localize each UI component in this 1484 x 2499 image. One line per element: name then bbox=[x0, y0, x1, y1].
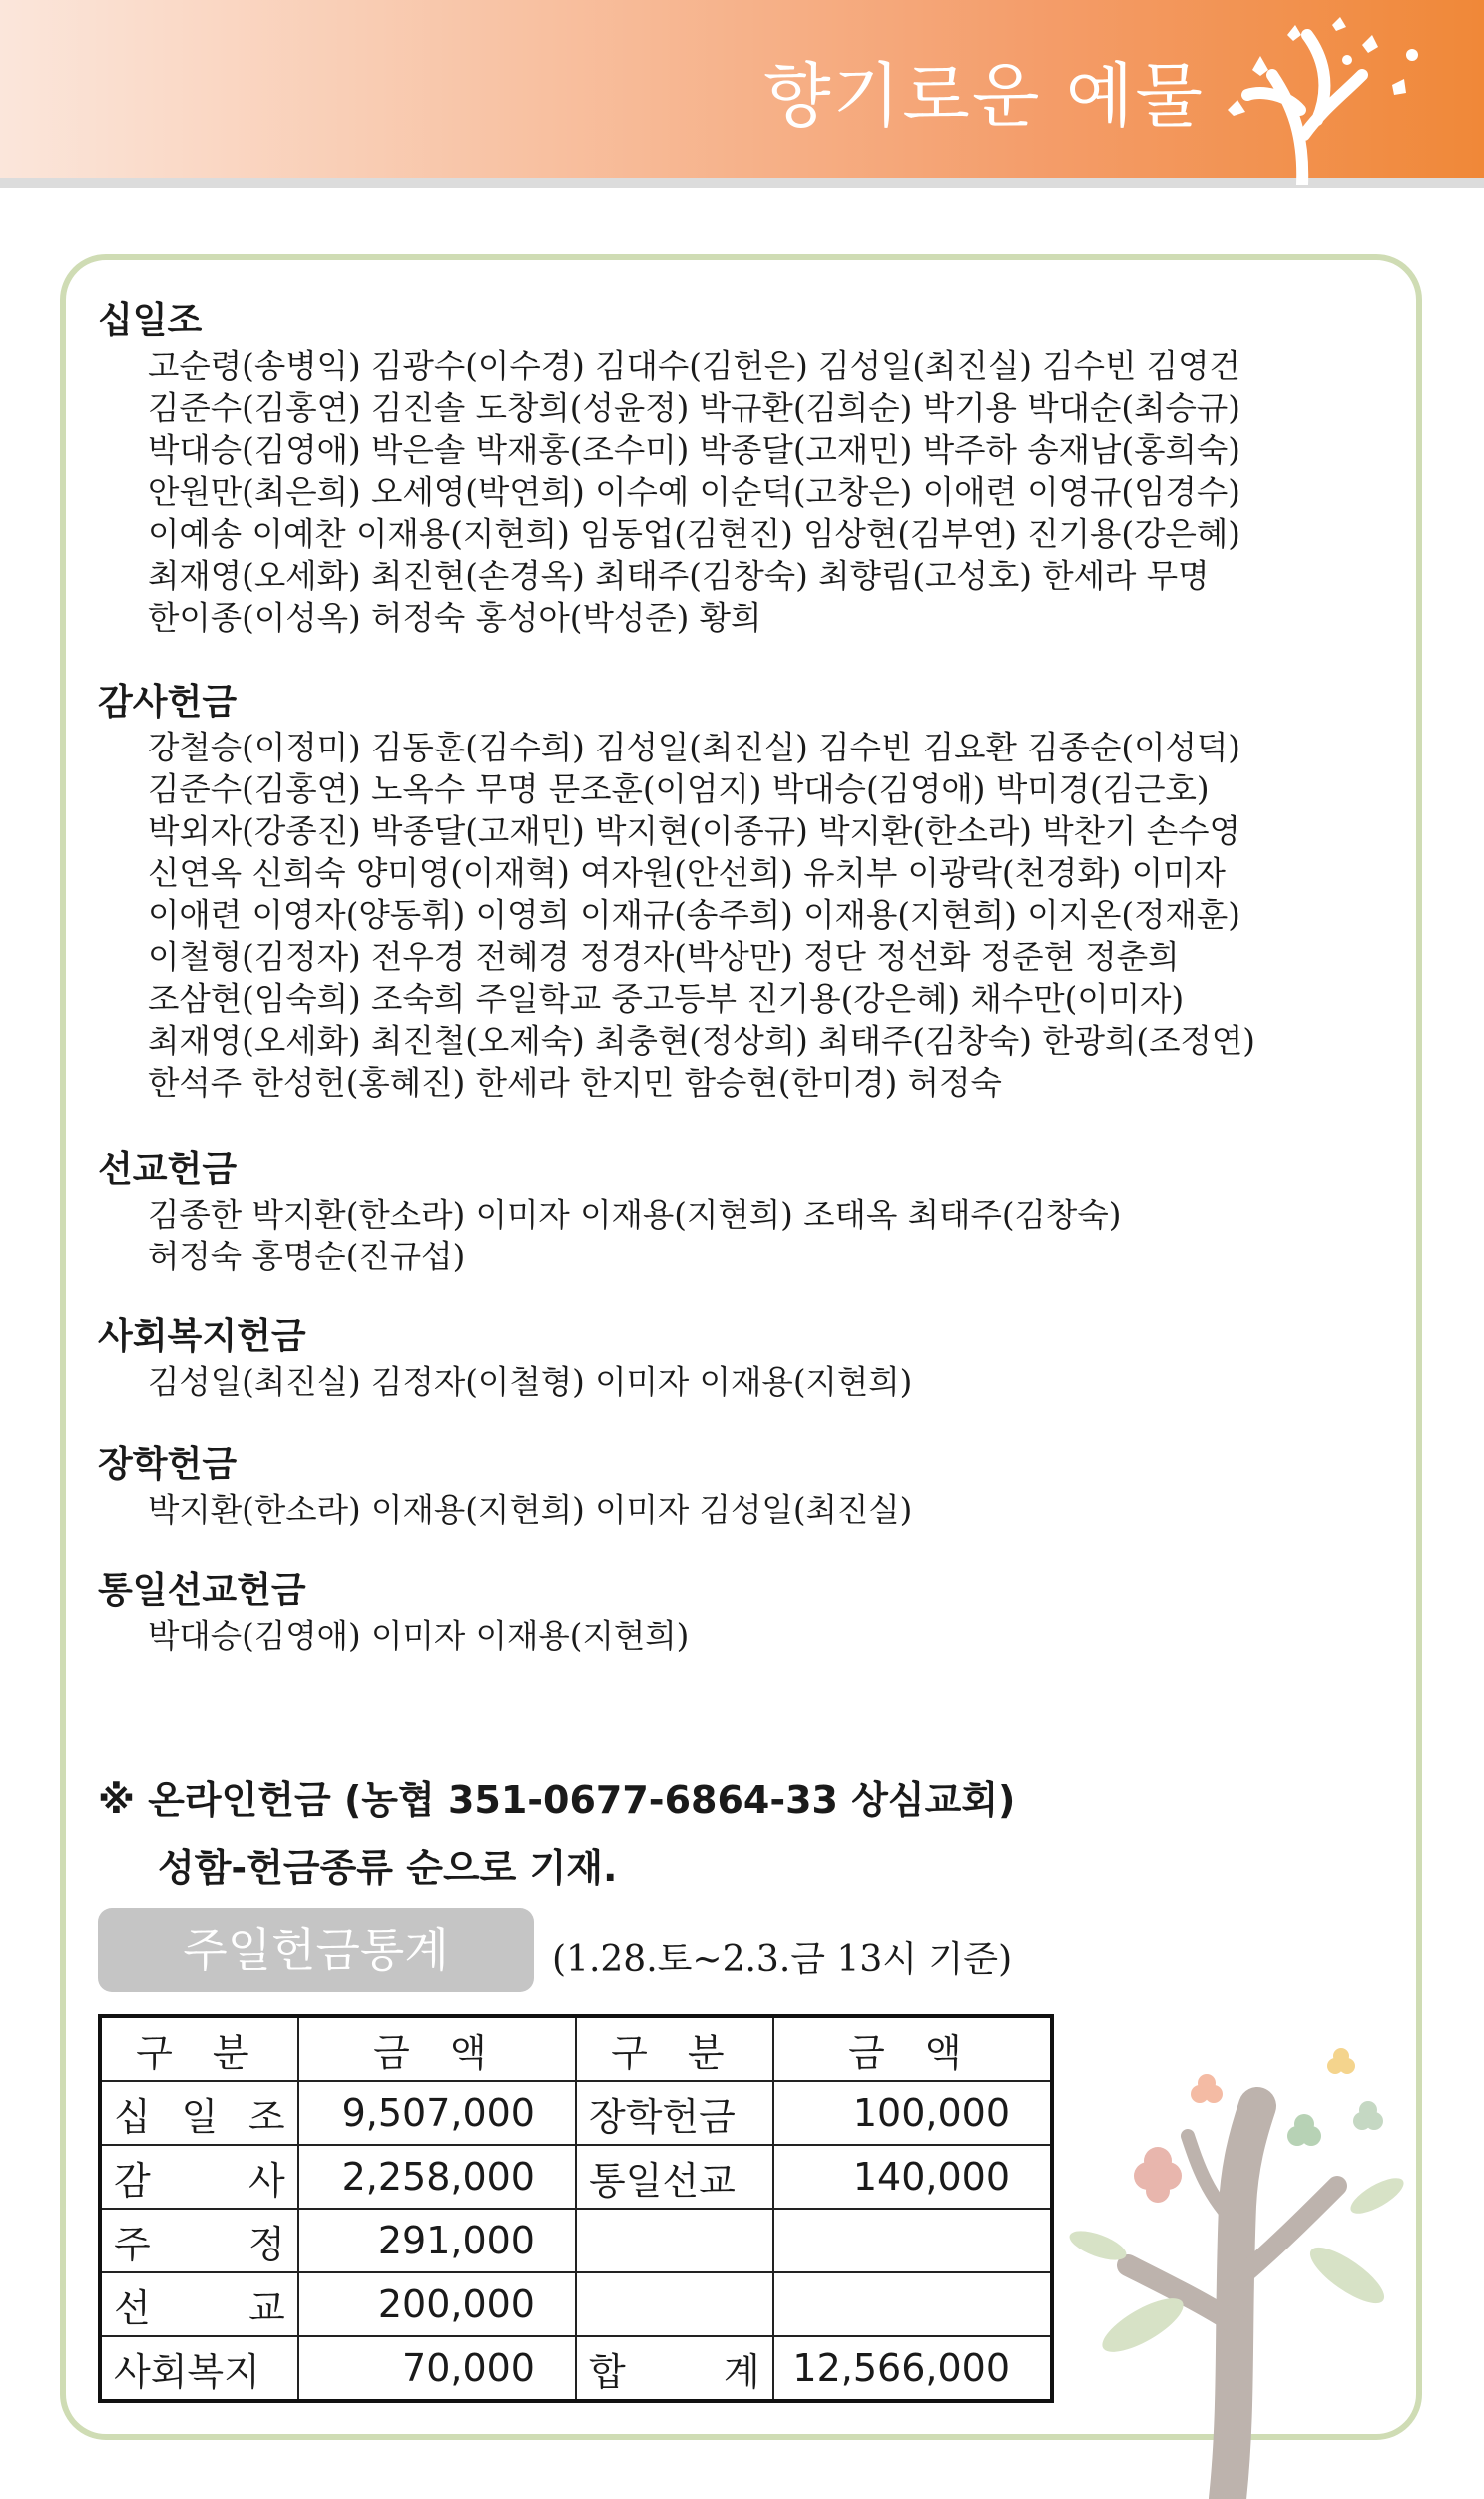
page-title: 향기로운 예물 bbox=[763, 55, 1205, 137]
name-line: 김준수(김홍연) 노옥수 무명 문조훈(이엄지) 박대승(김영애) 박미경(김근호) bbox=[148, 770, 1210, 808]
offering-stats-table bbox=[98, 2014, 1054, 2403]
name-line: 김준수(김홍연) 김진솔 도창희(성윤정) 박규환(김희순) 박기용 박대순(최승규) bbox=[148, 389, 1240, 427]
name-line: 김성일(최진실) 김정자(이철형) 이미자 이재용(지현희) bbox=[148, 1363, 913, 1401]
section-title: 감사헌금 bbox=[98, 682, 238, 723]
section-title: 장학헌금 bbox=[98, 1444, 238, 1485]
name-line: 한이종(이성옥) 허정숙 홍성아(박성준) 황희 bbox=[148, 599, 762, 637]
section-title: 선교헌금 bbox=[98, 1149, 238, 1190]
table-cell-category bbox=[576, 2209, 773, 2272]
section-title: 십일조 bbox=[98, 300, 203, 341]
table-header: 구 분 bbox=[100, 2016, 298, 2081]
name-line: 조삼현(임숙희) 조숙희 주일학교 중고등부 진기용(강은혜) 채수만(이미자) bbox=[148, 980, 1185, 1018]
section-title: 사회복지헌금 bbox=[98, 1316, 306, 1357]
name-list bbox=[148, 1489, 1395, 1531]
name-line: 이애련 이영자(양동휘) 이영희 이재규(송주희) 이재용(지현희) 이지온(정재훈) bbox=[148, 896, 1240, 934]
name-line: 최재영(오세화) 최진철(오제숙) 최충현(정상희) 최태주(김창숙) 한광희(조정연) bbox=[148, 1022, 1255, 1060]
table-row bbox=[100, 2209, 1052, 2272]
table-cell-amount: 200,000 bbox=[298, 2272, 576, 2336]
table-header-row bbox=[100, 2016, 1052, 2081]
name-line: 김종한 박지환(한소라) 이미자 이재용(지현희) 조태옥 최태주(김창숙) bbox=[148, 1196, 1122, 1234]
name-list bbox=[148, 727, 1395, 1104]
table-cell-category: 감 사 bbox=[100, 2145, 298, 2209]
table-row bbox=[100, 2272, 1052, 2336]
section-welfare bbox=[98, 1315, 1395, 1403]
name-list bbox=[148, 1194, 1395, 1277]
table-cell-amount bbox=[773, 2209, 1052, 2272]
table-cell-category: 통일선교 bbox=[576, 2145, 773, 2209]
notice-line: 성함-헌금종류 순으로 기재. bbox=[158, 1846, 618, 1890]
section-thanks bbox=[98, 681, 1395, 1104]
name-line: 강철승(이정미) 김동훈(김수희) 김성일(최진실) 김수빈 김요환 김종순(이성덕) bbox=[148, 729, 1240, 766]
name-line: 최재영(오세화) 최진현(손경옥) 최태주(김창숙) 최향림(고성호) 한세라 무명 bbox=[148, 557, 1210, 595]
table-cell-amount: 70,000 bbox=[298, 2336, 576, 2401]
name-line: 이예송 이예찬 이재용(지현희) 임동업(김현진) 임상현(김부연) 진기용(강은혜) bbox=[148, 515, 1240, 553]
table-row bbox=[100, 2145, 1052, 2209]
table-cell-amount: 140,000 bbox=[773, 2145, 1052, 2209]
name-line: 한석주 한성헌(홍혜진) 한세라 한지민 함승현(한미경) 허정숙 bbox=[148, 1064, 1002, 1102]
table-cell-amount: 291,000 bbox=[298, 2209, 576, 2272]
table-header: 구 분 bbox=[576, 2016, 773, 2081]
tree-icon bbox=[1193, 15, 1452, 185]
name-line: 박대승(김영애) 박은솔 박재홍(조수미) 박종달(고재민) 박주하 송재남(홍희숙) bbox=[148, 431, 1240, 469]
name-line: 허정숙 홍명순(진규섭) bbox=[148, 1238, 466, 1275]
table-cell-amount: 12,566,000 bbox=[773, 2336, 1052, 2401]
online-offering-notice bbox=[98, 1766, 1015, 1902]
name-line: 박외자(강종진) 박종달(고재민) 박지현(이종규) 박지환(한소라) 박찬기 손수영 bbox=[148, 812, 1240, 850]
stats-period: (1.28.토~2.3.금 13시 기준) bbox=[552, 1939, 1013, 1980]
table-cell-category: 십 일 조 bbox=[100, 2081, 298, 2145]
section-title: 통일선교헌금 bbox=[98, 1570, 306, 1611]
table-cell-amount: 100,000 bbox=[773, 2081, 1052, 2145]
name-line: 안원만(최은희) 오세영(박연희) 이수예 이순덕(고창은) 이애련 이영규(임경수) bbox=[148, 473, 1240, 511]
name-list bbox=[148, 345, 1395, 639]
notice-line: ※ 온라인헌금 (농협 351-0677-6864-33 상심교회) bbox=[98, 1778, 1016, 1822]
name-line: 이철형(김정자) 전우경 전혜경 정경자(박상만) 정단 정선화 정준현 정춘희 bbox=[148, 938, 1180, 976]
name-line: 신연옥 신희숙 양미영(이재혁) 여자원(안선희) 유치부 이광락(천경화) 이미자 bbox=[148, 854, 1226, 892]
name-line: 박대승(김영애) 이미자 이재용(지현희) bbox=[148, 1617, 690, 1655]
table-cell-category: 사회복지 bbox=[100, 2336, 298, 2401]
name-list bbox=[148, 1361, 1395, 1403]
stats-badge: 주일헌금통계 bbox=[98, 1908, 534, 1992]
section-scholarship bbox=[98, 1443, 1395, 1531]
section-tithe bbox=[98, 299, 1395, 639]
table-cell-category: 장학헌금 bbox=[576, 2081, 773, 2145]
name-list bbox=[148, 1615, 1395, 1657]
table-cell-category: 선 교 bbox=[100, 2272, 298, 2336]
table-header: 금 액 bbox=[298, 2016, 576, 2081]
table-header: 금 액 bbox=[773, 2016, 1052, 2081]
tree-icon bbox=[1048, 2026, 1447, 2499]
table-cell-amount bbox=[773, 2272, 1052, 2336]
table-cell-category: 주 정 bbox=[100, 2209, 298, 2272]
table-row bbox=[100, 2081, 1052, 2145]
table-cell-amount: 2,258,000 bbox=[298, 2145, 576, 2209]
name-line: 박지환(한소라) 이재용(지현희) 이미자 김성일(최진실) bbox=[148, 1491, 913, 1529]
name-line: 고순령(송병익) 김광수(이수경) 김대수(김헌은) 김성일(최진실) 김수빈 김영건 bbox=[148, 347, 1240, 385]
table-cell-amount: 9,507,000 bbox=[298, 2081, 576, 2145]
section-unification bbox=[98, 1569, 1395, 1657]
table-cell-category: 합 계 bbox=[576, 2336, 773, 2401]
table-cell-category bbox=[576, 2272, 773, 2336]
section-mission bbox=[98, 1148, 1395, 1277]
table-row bbox=[100, 2336, 1052, 2401]
